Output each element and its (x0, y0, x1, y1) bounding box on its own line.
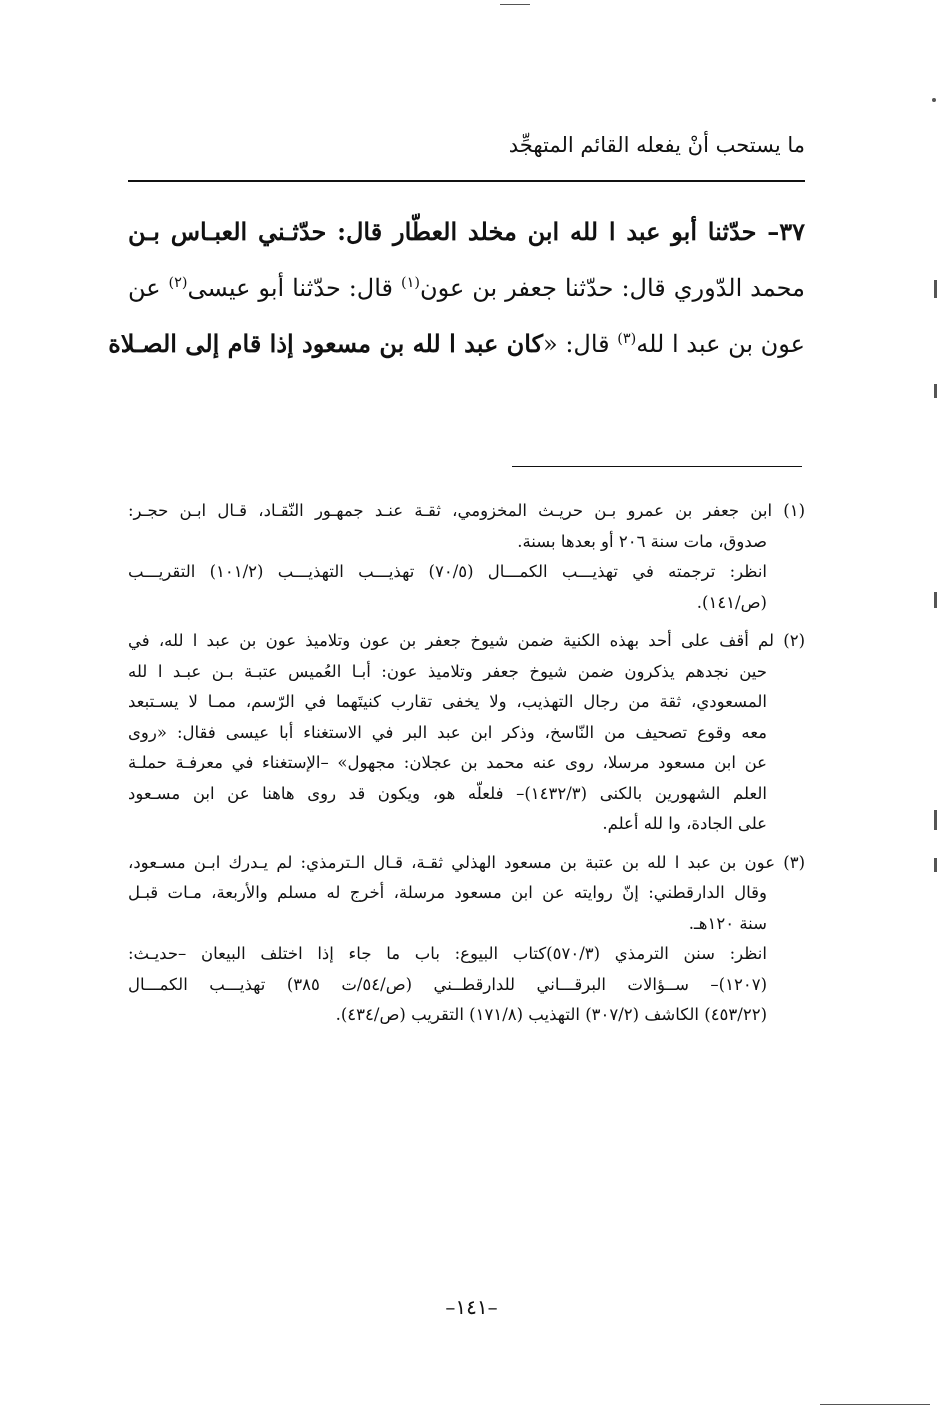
footnote-ref-2: (٢) (168, 275, 188, 291)
scan-mark-edge-1 (934, 280, 937, 298)
footnote-1-row: انظر: ترجمته في تهذيـــب الكمـــال (٧٠/٥) تهذيـــب التهذيـــب (١٠١/٢) التقريـــب (128, 562, 767, 581)
footnote-3-row: انظر: سنن الترمذي (٥٧٠/٣)كتاب البيوع: باب ما جاء إذا اختلف البيعان –حديـث: (128, 944, 767, 963)
footnote-2 (128, 626, 805, 840)
footnote-3-row: (١٢٠٧)– ســؤالات البرقـــاني للدارقطــني (ص/٥٤/ت ٣٨٥) تهذيـــب الكمـــال (128, 974, 767, 994)
hadith-line-2-part-2: قال: حدّثنا أبو عيسى (187, 274, 401, 302)
footnote-3-row: سنة ١٢٠هـ. (688, 913, 767, 933)
footnote-1-row: (ص/١٤١). (696, 592, 767, 612)
hadith-line-1-text: ٣٧– حدّثنا أبو عبد ا لله ابن مخلد العطّار قال: حدّثـني العبـاس بـن (128, 217, 805, 246)
hadith-line-3-part-1: عون بن عبد ا لله (636, 330, 805, 358)
scan-mark-edge-5 (934, 858, 937, 872)
footnote-2-row: العلم الشهورين بالكنى (١٤٣٢/٣)– فلعلّه هو، ويكون قد روى هاهنا عن ابن مسـعود (128, 783, 768, 803)
hadith-text (108, 206, 806, 370)
footnote-3-row: وقال الدارقطني: إنّ روايته عن ابن مسعود مرسلة، أخرج له مسلم والأربعة، مـات قبـل (128, 883, 767, 902)
scan-mark-edge-3 (934, 592, 937, 608)
footnote-2-row: على الجادة، وا لله أعلم. (602, 814, 767, 833)
page-number: –١٤١– (445, 1295, 498, 1319)
footnote-1-row: (١) ابن جعفر بن عمرو بـن حريـث المخزومي، ثقـة عنـد جمهـور النّقـاد، قـال ابـن حجـر: (128, 501, 805, 520)
hadith-line-3-part-2: قال: « (543, 330, 618, 358)
scan-mark-top (500, 4, 530, 5)
footnote-3-row: (٤٥٣/٢٢) الكاشف (٣٠٧/٢) التهذيب (١٧١/٨) التقريب (ص/٤٣٤). (335, 1005, 767, 1024)
footnote-2-row: حين نجدهم يذكرون ضمن شيوخ جعفر وتلاميذ عون: أبـا العُميس عتبـة بـن عبـد ا لله (128, 661, 767, 681)
scan-mark-dot (932, 98, 936, 102)
footnote-2-row: (٢) لم أقف على أحد بهذه الكنية ضمن شيوخ جعفر بن عون وتلاميذ عون بن عبد ا لله، في (128, 631, 805, 650)
hadith-line-1 (128, 206, 805, 258)
footnote-ref-3: (٣) (617, 331, 637, 347)
scan-mark-bottom (820, 1404, 930, 1405)
running-header (128, 128, 805, 162)
footnote-2-row: عن ابن مسعود مرسلا، روى عنه محمد بن عجلان: مجهول» –الإستغناء في معرفـة حملـة (128, 753, 767, 772)
hadith-matn-bold: كان عبد ا لله بن مسعود إذا قام إلى الصـلاة (108, 329, 543, 358)
footnote-1 (128, 496, 805, 618)
header-rule (128, 180, 805, 182)
hadith-line-2-part-3: عن (128, 274, 169, 302)
footnote-1-row: صدوق، مات سنة ٢٠٦ أو بعدها بسنة. (517, 531, 767, 551)
scan-mark-edge-4 (934, 810, 937, 830)
scan-mark-edge-2 (934, 384, 937, 398)
footnote-2-row: معه وقوع تصحيف من النّاسخ، وذكر ابن عبد البر في الاستغناء أبا عيسى فقال: «روى (128, 722, 767, 742)
footnote-ref-1: (١) (400, 275, 420, 291)
header-title: ما يستحب أنْ يفعله القائم المتهجِّد (508, 133, 805, 157)
footnote-2-row: المسعودي، ثقة من رجال التهذيب، ولا يخفى تقارب كنيتَهما في الرّسم، ممـا لا يسـتبعد (128, 692, 767, 711)
hadith-line-2-part-1: محمد الدّوري قال: حدّثنا جعفر بن عون (419, 274, 806, 302)
hadith-line-3 (108, 314, 805, 370)
footnote-separator (512, 466, 802, 467)
hadith-line-2 (128, 258, 805, 314)
footnotes (128, 496, 805, 1039)
footnote-3 (128, 848, 805, 1031)
footnote-3-row: (٣) عون بن عبد ا لله بن عتبة بن مسعود الهذلي ثقـة، قـال الـترمذي: لم يـدرك ابـن مسـعود، (128, 852, 805, 872)
